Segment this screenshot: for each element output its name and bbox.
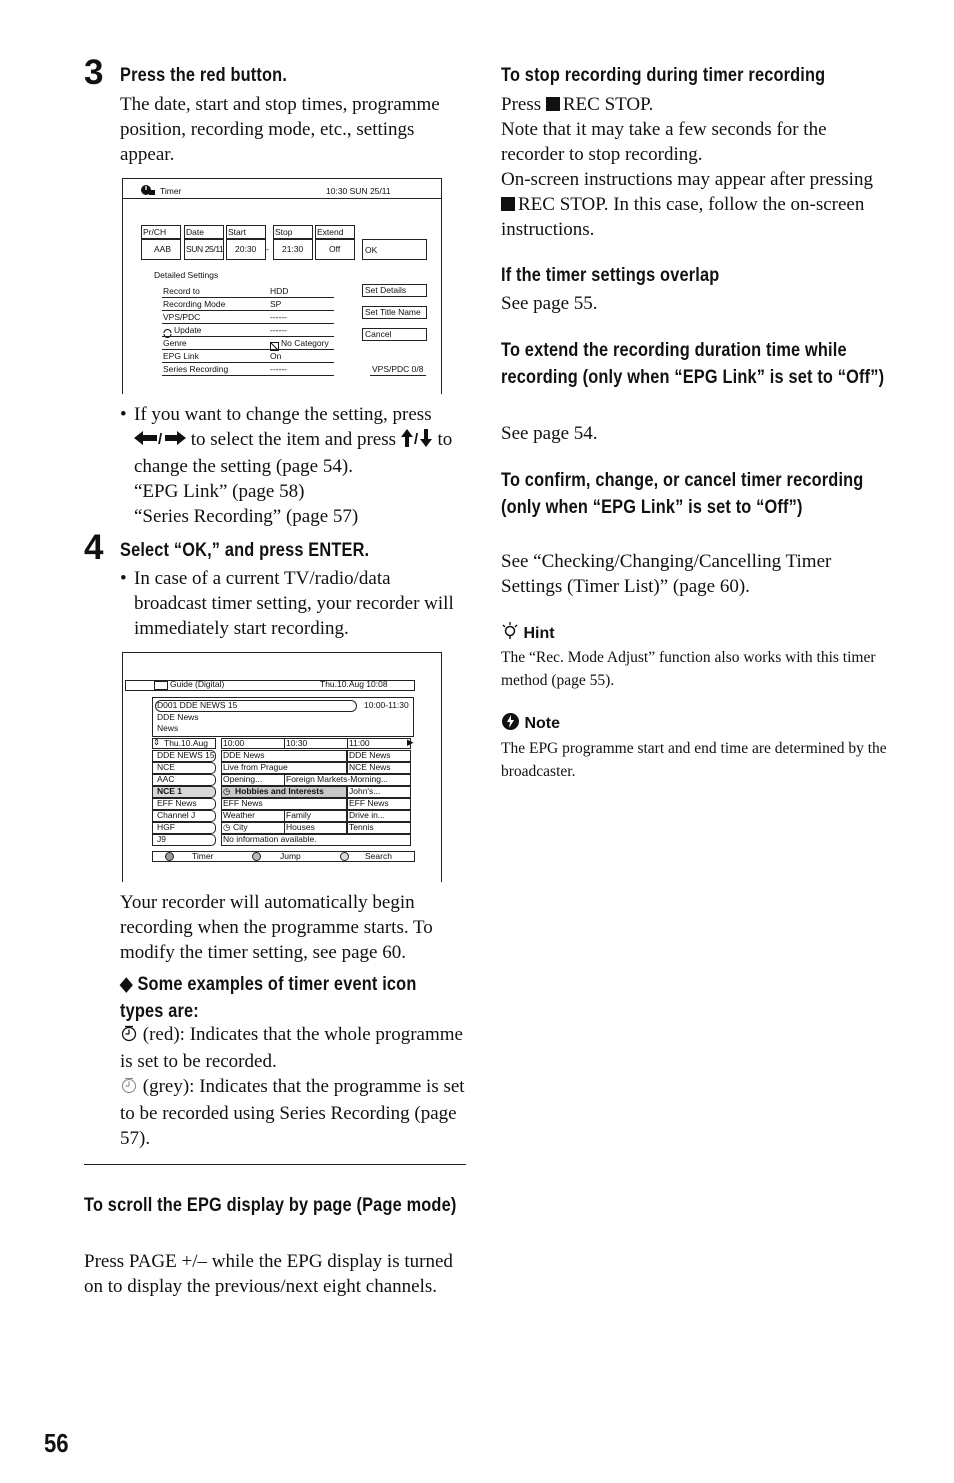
guide-row-6-p1[interactable]: Weather bbox=[223, 810, 255, 820]
svg-text:/: / bbox=[413, 431, 418, 447]
guide-row-3-p1[interactable]: Opening... bbox=[223, 774, 263, 784]
ref-epg-link: “EPG Link” (page 58) bbox=[134, 481, 305, 502]
stop-square-icon-2 bbox=[501, 197, 515, 211]
guide-row-5-ch[interactable]: EFF News bbox=[157, 798, 197, 808]
row-series-label: Series Recording bbox=[163, 364, 229, 374]
scroll-heading: To scroll the EPG display by page (Page mode) bbox=[84, 1195, 457, 1216]
note-text: The EPG programme start and end time are determined by the broadcaster. bbox=[501, 740, 887, 780]
diamond-icon: ◆ bbox=[120, 974, 133, 995]
step-3-title: Press the red button. bbox=[120, 65, 288, 86]
time-dash: - bbox=[266, 244, 269, 254]
page-number: 56 bbox=[44, 1428, 69, 1458]
guide-row-5-p3[interactable]: EFF News bbox=[349, 798, 389, 808]
step-4-title: Select “OK,” and press ENTER. bbox=[120, 540, 370, 561]
guide-row-4-p3[interactable]: John's... bbox=[349, 786, 381, 796]
timer-clock-red-icon bbox=[120, 1024, 138, 1049]
step-3-bullet: • If you want to change the setting, press / to select the item and press / to change the setting (page 54). “EPG Link” (page 58) “Series Recording” (page 57) bbox=[120, 402, 465, 529]
overlap-text: See page 55. bbox=[501, 293, 598, 314]
detailed-settings-label: Detailed Settings bbox=[154, 270, 219, 280]
footer-jump[interactable]: Jump bbox=[280, 851, 301, 861]
next-arrow-icon[interactable]: ▶ bbox=[407, 737, 414, 747]
guide-row-7-p2[interactable]: Houses bbox=[286, 822, 315, 832]
footer-timer[interactable]: Timer bbox=[192, 851, 214, 861]
row-vpspdc-value[interactable]: ------ bbox=[270, 312, 287, 322]
header-date: Date bbox=[186, 227, 204, 237]
confirm-heading: To confirm, change, or cancel timer recording (only when “EPG Link” is set to “Off”) bbox=[501, 470, 864, 518]
row-genre-label: Genre bbox=[163, 338, 187, 348]
ref-series: “Series Recording” (page 57) bbox=[134, 506, 359, 527]
guide-row-1-p1[interactable]: DDE News bbox=[223, 750, 265, 760]
cancel-label: Cancel bbox=[365, 329, 392, 339]
guide-info-time: 10:00-11:30 bbox=[364, 700, 409, 710]
examples-heading: ◆ Some examples of timer event icon types are: bbox=[120, 974, 417, 1022]
examples-text: (red): Indicates that the whole programme is set to be recorded. (grey): Indicates that the programme is set to be recorded using Series Recording (page 57). bbox=[120, 1024, 465, 1149]
guide-row-4-p1[interactable]: Hobbies and Interests bbox=[235, 786, 324, 796]
value-date[interactable]: SUN 25/11 bbox=[186, 244, 224, 254]
stop-text: Press REC STOP. Note that it may take a few seconds for the recorder to stop recording. On-screen instructions may appear after pressing REC STOP. In this case, follow the on-screen instructions. bbox=[501, 94, 873, 240]
hint-text: The “Rec. Mode Adjust” function also works with this timer method (page 55). bbox=[501, 649, 876, 689]
step-4-bullet: • In case of a current TV/radio/data broadcast timer setting, your recorder will immediately start recording. bbox=[120, 566, 460, 641]
stop-square-icon bbox=[546, 97, 560, 111]
ok-label: OK bbox=[365, 245, 378, 255]
up-down-arrow-icon bbox=[401, 429, 433, 454]
guide-row-1-ch[interactable]: DDE NEWS 15 bbox=[157, 750, 215, 760]
guide-row-8-ch[interactable]: J9 bbox=[157, 834, 166, 844]
guide-row-2-p1[interactable]: Live from Prague bbox=[223, 762, 288, 772]
header-stop: Stop bbox=[275, 227, 293, 237]
row-genre-value[interactable]: No Category bbox=[281, 338, 329, 348]
guide-date: Thu.10.Aug bbox=[164, 738, 208, 748]
note-label: Note bbox=[524, 715, 561, 732]
row-epg-link-label: EPG Link bbox=[163, 351, 199, 361]
stop-heading: To stop recording during timer recording bbox=[501, 65, 826, 86]
row-record-to-value[interactable]: HDD bbox=[270, 286, 289, 296]
extend-heading: To extend the recording duration time while recording (only when “EPG Link” is set to “Off”) bbox=[501, 340, 885, 388]
set-details-label: Set Details bbox=[365, 285, 407, 295]
extend-text: See page 54. bbox=[501, 423, 598, 444]
guide-clock: Thu.10.Aug 10:08 bbox=[320, 679, 388, 689]
row-recording-mode-label: Recording Mode bbox=[163, 299, 226, 309]
red-button-icon bbox=[165, 852, 174, 861]
header-prch: Pr/CH bbox=[143, 227, 167, 237]
row-series-value[interactable]: ------ bbox=[270, 364, 287, 374]
section-divider bbox=[84, 1164, 466, 1165]
green-button-icon bbox=[252, 852, 261, 861]
vps-counter: VPS/PDC 0/8 bbox=[372, 364, 424, 374]
yellow-button-icon bbox=[340, 852, 349, 861]
header-extend: Extend bbox=[317, 227, 344, 237]
row-record-to-label: Record to bbox=[163, 286, 200, 296]
step-3-number: 3 bbox=[84, 53, 104, 92]
timer-screen bbox=[122, 178, 442, 394]
time-slot-3: 11:00 bbox=[349, 738, 370, 748]
row-vpspdc-label: VPS/PDC bbox=[163, 312, 201, 322]
guide-info-line: D001 DDE NEWS 15 bbox=[157, 700, 238, 710]
timer-clock: 10:30 SUN 25/11 bbox=[326, 186, 391, 196]
svg-text:/: / bbox=[158, 431, 163, 446]
time-slot-2: 10:30 bbox=[286, 738, 308, 748]
timer-grey-icon: ◷ bbox=[223, 822, 231, 832]
guide-row-7-p1[interactable]: City bbox=[233, 822, 248, 832]
hint-block bbox=[501, 622, 891, 692]
guide-row-6-p3[interactable]: Drive in... bbox=[349, 810, 385, 820]
time-slot-1: 10:00 bbox=[223, 738, 245, 748]
timer-clock-icon bbox=[140, 183, 153, 194]
timer-title: Timer bbox=[160, 186, 182, 196]
step-3-text: The date, start and stop times, programme position, recording mode, etc., settings appear. bbox=[120, 94, 440, 165]
note-icon bbox=[501, 712, 520, 738]
scroll-text: Press PAGE +/– while the EPG display is turned on to display the previous/next eight channels. bbox=[84, 1251, 453, 1297]
left-right-arrow-icon bbox=[134, 428, 186, 453]
confirm-text: See “Checking/Changing/Cancelling Timer Settings (Timer List)” (page 60). bbox=[501, 551, 832, 597]
guide-row-7-p3[interactable]: Tennis bbox=[349, 822, 374, 832]
value-start[interactable]: 20:30 bbox=[235, 244, 257, 254]
guide-tv-icon bbox=[154, 681, 168, 690]
step-4-number: 4 bbox=[84, 528, 104, 567]
guide-info-title: DDE News bbox=[157, 712, 199, 722]
header-start: Start bbox=[228, 227, 246, 237]
guide-row-8-p1[interactable]: No information available. bbox=[223, 834, 317, 844]
guide-row-1-p3[interactable]: DDE News bbox=[349, 750, 391, 760]
note-block bbox=[501, 712, 891, 783]
scroll-arrows-icon: ⇕ bbox=[153, 737, 161, 747]
timer-red-icon: ◷ bbox=[223, 786, 231, 796]
value-extend[interactable]: Off bbox=[329, 244, 341, 254]
footer-search[interactable]: Search bbox=[365, 851, 392, 861]
guide-row-7-ch[interactable]: HGF bbox=[157, 822, 175, 832]
row-update-value[interactable]: ------ bbox=[270, 325, 287, 335]
overlap-heading: If the timer settings overlap bbox=[501, 265, 720, 286]
guide-grid bbox=[152, 750, 414, 846]
value-stop[interactable]: 21:30 bbox=[282, 244, 304, 254]
row-epg-link-value[interactable]: On bbox=[270, 351, 282, 361]
guide-row-3-p2[interactable]: Foreign Markets-Morning... bbox=[286, 774, 389, 784]
guide-info-genre: News bbox=[157, 723, 179, 733]
hint-label: Hint bbox=[523, 625, 555, 642]
guide-row-3-ch[interactable]: AAC bbox=[157, 774, 175, 784]
step-4-after: Your recorder will automatically begin recording when the programme starts. To modify the timer setting, see page 60. bbox=[120, 892, 433, 963]
row-recording-mode-value[interactable]: SP bbox=[270, 299, 282, 309]
guide-row-4-ch[interactable]: NCE 1 bbox=[157, 786, 183, 796]
guide-row-2-ch[interactable]: NCE bbox=[157, 762, 175, 772]
guide-row-2-p3[interactable]: NCE News bbox=[349, 762, 391, 772]
guide-row-6-p2[interactable]: Family bbox=[286, 810, 312, 820]
set-title-label: Set Title Name bbox=[365, 307, 421, 317]
lightbulb-icon bbox=[501, 622, 519, 647]
guide-row-6-ch[interactable]: Channel J bbox=[157, 810, 196, 820]
guide-title: Guide (Digital) bbox=[170, 679, 225, 689]
timer-clock-grey-icon bbox=[120, 1076, 138, 1101]
value-prch[interactable]: AAB bbox=[154, 244, 172, 254]
row-update-label: Update bbox=[174, 325, 202, 335]
guide-row-5-p1[interactable]: EFF News bbox=[223, 798, 263, 808]
